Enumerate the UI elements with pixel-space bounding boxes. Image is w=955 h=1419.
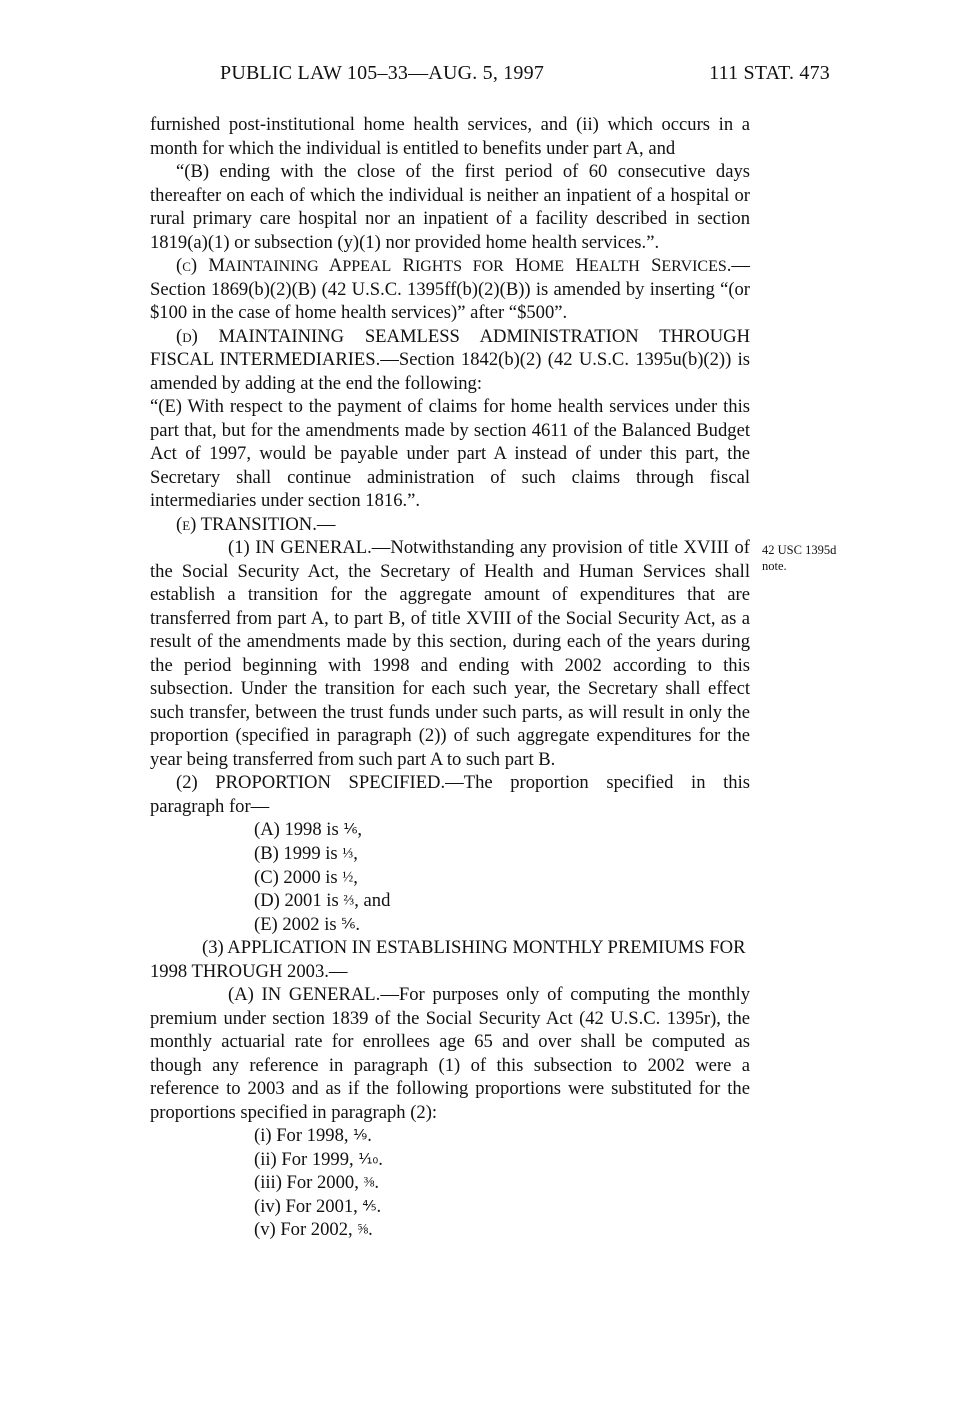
list-item-2001: (D) 2001 is ⅔, and [254, 890, 391, 912]
heading-c: (c) M [176, 255, 225, 277]
paragraph-E-claims: “(E) With respect to the payment of claims for home health services under this part that, but for the amendments made by section 4611 of the Balanced Budget Act of 1997, would be payable under part A instead of under this part, the Secretary shall continue administration of such claims through fiscal intermediaries under section 1816.”. [150, 396, 750, 512]
list-item-for-2001: (iv) For 2001, ⅘. [254, 1195, 382, 1217]
margin-note-citation: 42 USC 1395d [762, 543, 837, 557]
heading-d: (d) MAINTAINING SEAMLESS ADMINISTRATION THROUGH FISCAL INTERMEDIARIES. [150, 325, 750, 371]
body-column [150, 113, 750, 1242]
paragraph-d-maintaining-seamless-administration: (d) MAINTAINING SEAMLESS ADMINISTRATION THROUGH FISCAL INTERMEDIARIES.—Section 1842(b)(2) (42 U.S.C. 1395u(b)(2)) is amended by adding at the end the following: [150, 325, 750, 394]
heading-3A-in-general: (A) IN GENERAL. [228, 984, 381, 1006]
heading-2-proportion: (2) PROPORTION SPECIFIED. [176, 772, 446, 794]
list-item-1999: (B) 1999 is ⅓, [254, 842, 358, 864]
margin-note-label: note. [762, 558, 787, 573]
list-item-1998: (A) 1998 is ⅙, [254, 819, 363, 841]
list-item-2002: (E) 2002 is ⅚. [254, 913, 360, 935]
header-statute-page: 111 STAT. 473 [709, 62, 830, 84]
paragraph-3-application: (3) APPLICATION IN ESTABLISHING MONTHLY PREMIUMS FOR 1998 THROUGH 2003.— [150, 937, 746, 982]
margin-note [762, 543, 932, 574]
list-item-for-2000: (iii) For 2000, ⅜. [254, 1172, 380, 1194]
header-public-law: PUBLIC LAW 105–33—AUG. 5, 1997 [220, 62, 545, 84]
paragraph-c-maintaining-appeal-rights: (c) MAINTAINING APPEAL RIGHTS FOR HOME HEALTH SERVICES.—Section 1869(b)(2)(B) (42 U.S.C. 1395ff(b)(2)(B)) is amended by inserting “(or $100 in the case of home health services)” after “$500”. [150, 255, 750, 324]
paragraph-B: “(B) ending with the close of the first period of 60 consecutive days thereafter on each of which the individual is neither an inpatient of a hospital or rural primary care hospital nor an inpatient of a facility described in section 1819(a)(1) or subsection (y)(1) nor provided home health services.”. [150, 161, 750, 253]
list-item-for-1999: (ii) For 1999, ⅒. [254, 1148, 383, 1170]
paragraph-3A-in-general: (A) IN GENERAL.—For purposes only of computing the monthly premium under section 1839 of the Social Security Act (42 U.S.C. 1395r), the monthly actuarial rate for enrollees age 65 and over shall be computed as though any reference in paragraph (1) of this subsection to 2002 were a reference to 2003 and as if the following proportions were substituted for the proportions specified in paragraph (2): [150, 984, 750, 1123]
heading-3-application: (3) APPLICATION IN ESTABLISHING MONTHLY PREMIUMS FOR 1998 THROUGH 2003. [150, 937, 746, 982]
paragraph-1-in-general: (1) IN GENERAL.—Notwithstanding any provision of title XVIII of the Social Security Act, the Secretary of Health and Human Services shall establish a transition for the aggregate amount of expenditures that are transferred from part A, to part B, of title XVIII of the Social Security Act, as a result of the amendments made by this section, during each of the years during the period beginning with 1998 and ending with 2002 according to this subsection. Under the transition for each such year, the Secretary shall effect such transfer, between the trust funds under such parts, as will result in only the proportion (specified in paragraph (2)) of such aggregate expenditures for the year being transferred from such part A to such part B. [150, 537, 750, 770]
paragraph-2-proportion-specified: (2) PROPORTION SPECIFIED.—The proportion specified in this paragraph for— [150, 772, 750, 817]
list-item-for-1998: (i) For 1998, ⅑. [254, 1125, 372, 1147]
paragraph-e-transition: (e) TRANSITION.— [176, 513, 336, 535]
paragraph-continuation: furnished post-institutional home health services, and (ii) which occurs in a month for which the individual is entitled to benefits under part A, and [150, 114, 750, 159]
heading-1-in-general: (1) IN GENERAL. [228, 537, 372, 559]
list-item-2000: (C) 2000 is ½, [254, 866, 358, 888]
heading-e: (e) TRANSITION. [176, 513, 317, 535]
list-item-for-2002: (v) For 2002, ⅝. [254, 1219, 373, 1241]
